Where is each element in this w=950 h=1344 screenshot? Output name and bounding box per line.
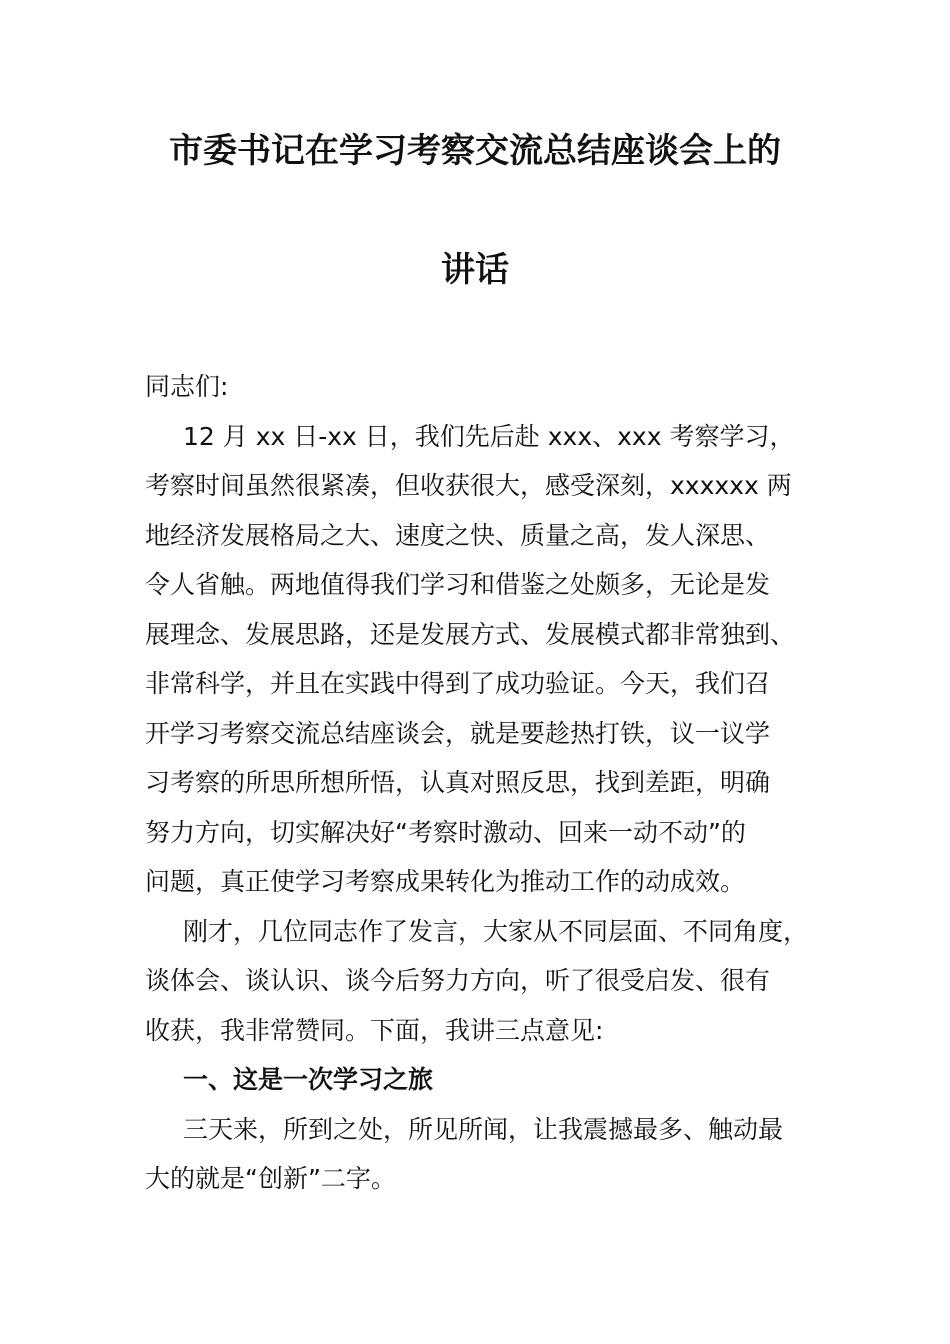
section-heading: 一、这是一次学习之旅 [183,1065,434,1094]
paragraph-line: 地经济发展格局之大、速度之快、质量之高，发人深思、 [145,520,771,550]
paragraph-line: 考察时间虽然很紧凑，但收获很大，感受深刻，xxxxxx 两 [145,471,792,500]
paragraph-line: 开学习考察交流总结座谈会，就是要趁热打铁，议一议学 [145,718,771,748]
paragraph-line: 展理念、发展思路，还是发展方式、发展模式都非常独到、 [145,619,796,649]
document-title-line-1: 市委书记在学习考察交流总结座谈会上的 [169,131,781,171]
paragraph-line: 收获，我非常赞同。下面，我讲三点意见: [145,1015,604,1045]
paragraph-line: 习考察的所思所想所悟，认真对照反思，找到差距，明确 [145,768,771,797]
salutation: 同志们: [145,372,229,401]
paragraph-line: 谈体会、谈认识、谈今后努力方向，听了很受启发、很有 [145,966,771,995]
paragraph-line: 问题，真正使学习考察成果转化为推动工作的动成效。 [145,867,746,896]
paragraph-line: 努力方向，切实解决好“考察时激动、回来一动不动”的 [145,817,746,847]
paragraph-line: 非常科学，并且在实践中得到了成功验证。今天，我们召 [145,669,771,698]
paragraph-line: 12 月 xx 日-xx 日，我们先后赴 xxx、xxx 考察学习， [183,421,795,451]
document-body [145,362,815,1204]
paragraph-line: 大的就是“创新”二字。 [145,1164,396,1193]
paragraph-line: 三天来，所到之处，所见所闻，让我震撼最多、触动最 [183,1114,784,1144]
document-title-line-2: 讲话 [441,250,509,290]
paragraph-line: 令人省触。两地值得我们学习和借鉴之处颇多，无论是发 [145,570,771,599]
paragraph-line: 刚才，几位同志作了发言，大家从不同层面、不同角度， [183,916,809,946]
